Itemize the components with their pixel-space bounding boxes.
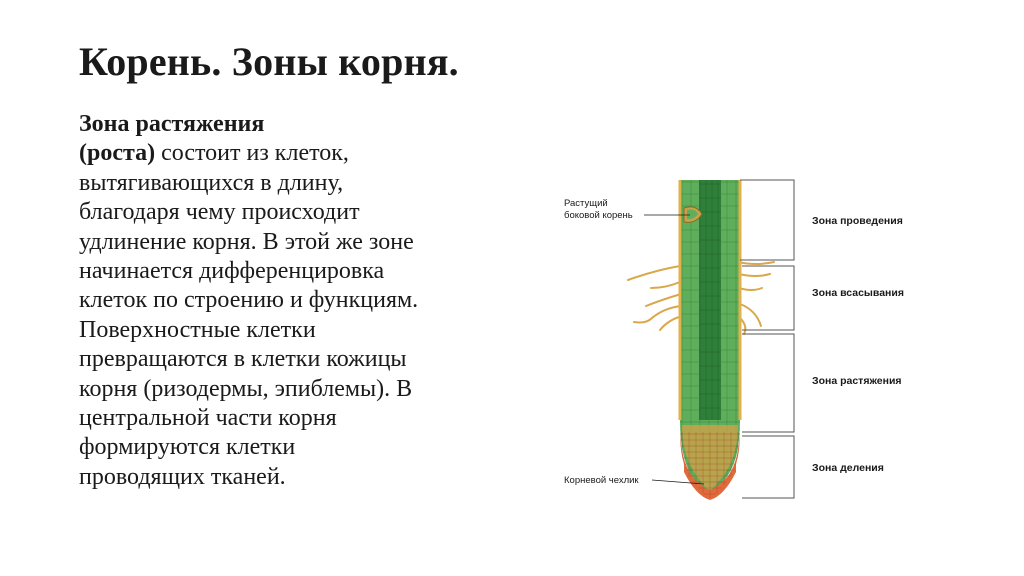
zone-label-elongation: Зона растяжения xyxy=(812,375,902,387)
root-cap-label: Корневой чехлик xyxy=(564,475,639,486)
text-line xyxy=(79,228,529,257)
text-line xyxy=(79,463,529,492)
text-line-normal: корня (ризодермы, эпиблемы). В xyxy=(79,375,413,402)
root-illustration xyxy=(556,170,956,510)
text-line xyxy=(79,139,529,168)
slide-title: Корень. Зоны корня. xyxy=(79,39,459,84)
text-line xyxy=(79,433,529,462)
bracket-elongation xyxy=(742,334,794,432)
lateral-root-label-line1: Растущий xyxy=(564,198,608,209)
text-line xyxy=(79,257,529,286)
text-line xyxy=(79,345,529,374)
text-line xyxy=(79,169,529,198)
zone-label-division: Зона деления xyxy=(812,462,884,474)
text-line xyxy=(79,198,529,227)
text-line-normal: вытягивающихся в длину, xyxy=(79,169,344,196)
text-line xyxy=(79,375,529,404)
bracket-conduction xyxy=(740,180,794,260)
root-zones-diagram xyxy=(556,170,956,510)
text-line xyxy=(79,110,529,139)
text-line xyxy=(79,316,529,345)
text-line-bold: Зона растяжения xyxy=(79,111,265,137)
text-line-normal: состоит из клеток, xyxy=(155,140,349,167)
text-line-normal: начинается дифференцировка xyxy=(79,258,385,285)
description-text xyxy=(79,110,529,492)
text-line xyxy=(79,286,529,315)
text-line-bold: (роста) xyxy=(79,140,156,167)
zone-label-conduction: Зона проведения xyxy=(812,215,903,227)
lateral-root-label-line2: боковой корень xyxy=(564,210,633,221)
zone-label-absorption: Зона всасывания xyxy=(812,287,904,299)
text-line-normal: проводящих тканей. xyxy=(79,463,286,490)
zone-brackets xyxy=(740,180,794,498)
text-line-normal: благодаря чему происходит xyxy=(79,199,360,226)
bracket-division xyxy=(742,436,794,498)
text-line-normal: превращаются в клетки кожицы xyxy=(79,346,407,373)
text-line-normal: удлинение корня. В этой же зоне xyxy=(79,228,414,255)
text-line-normal: Поверхностные клетки xyxy=(79,316,316,343)
text-line-normal: центральной части корня xyxy=(79,405,337,432)
text-line xyxy=(79,404,529,433)
text-line-normal: клеток по строению и функциям. xyxy=(79,287,419,314)
text-line-normal: формируются клетки xyxy=(79,434,296,461)
